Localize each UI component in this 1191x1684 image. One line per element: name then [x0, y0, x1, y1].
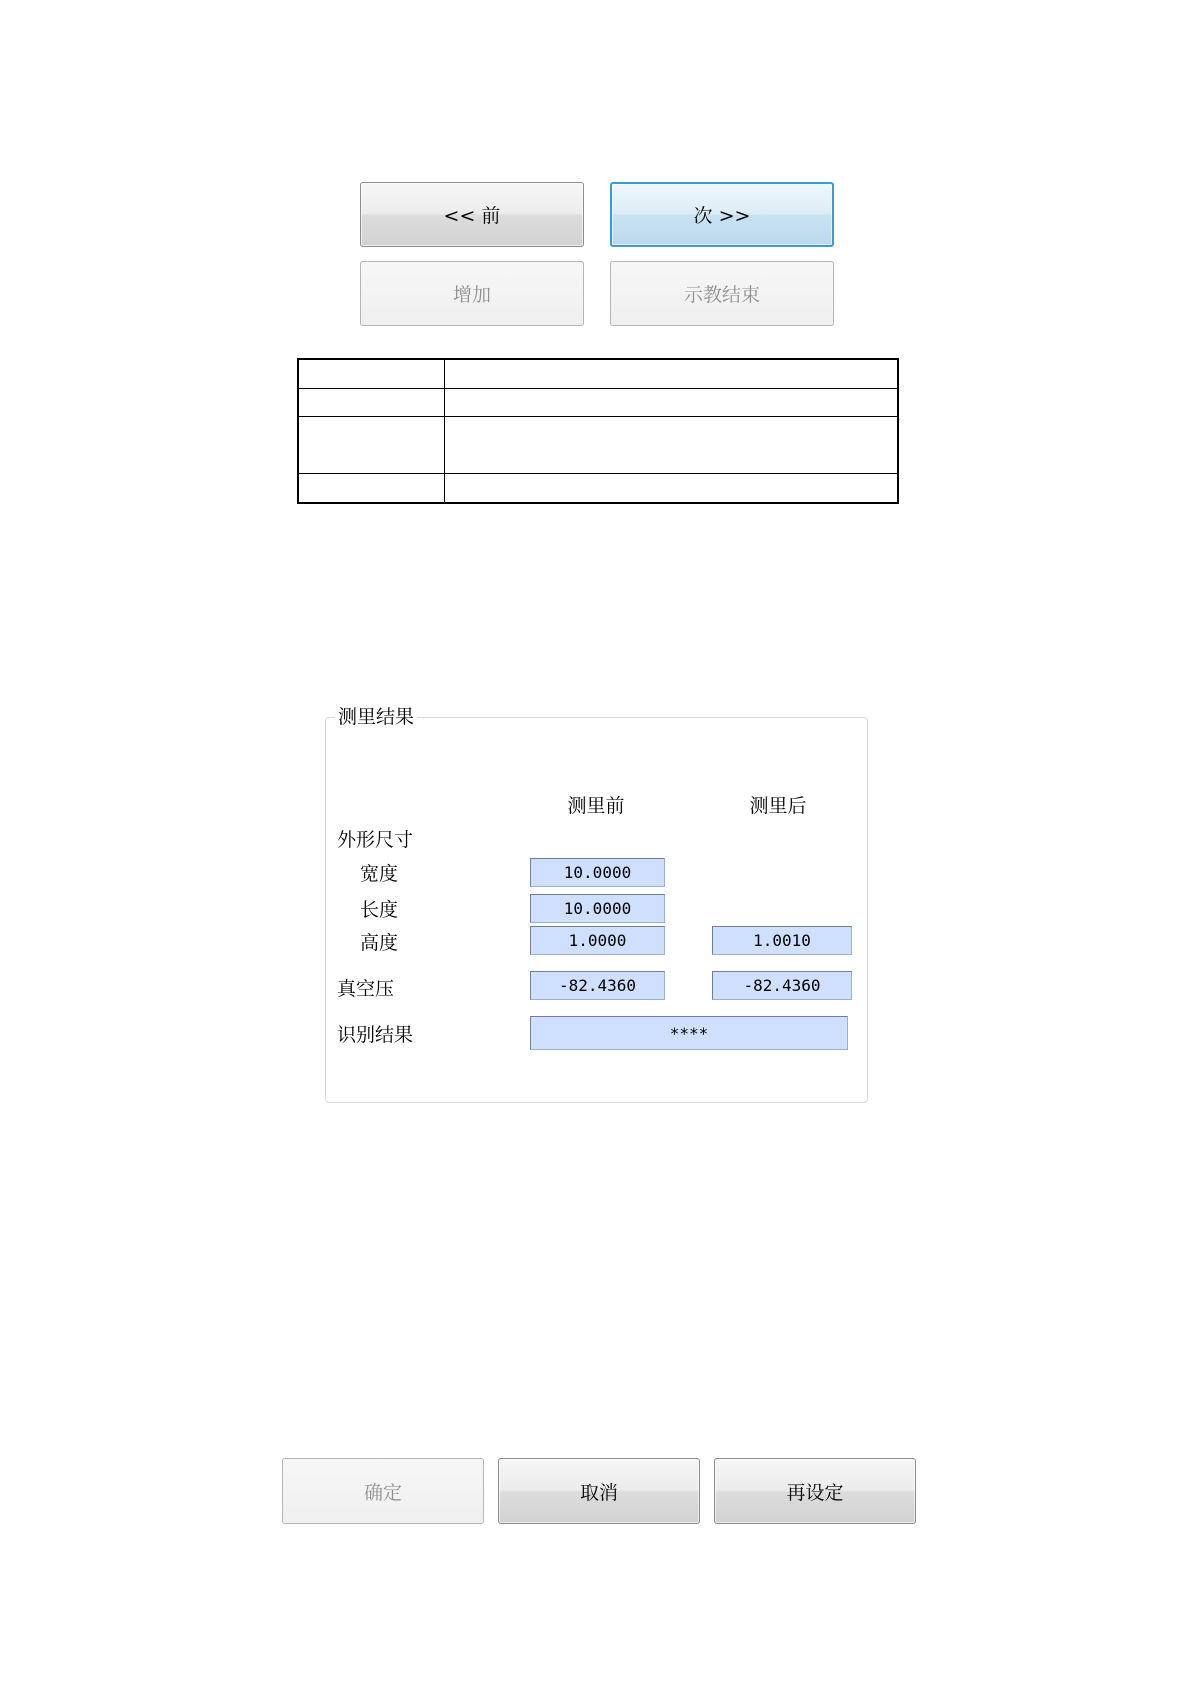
- column-header-after: 测里后: [749, 795, 807, 817]
- width-label: 宽度: [360, 863, 399, 885]
- table-cell: [298, 417, 445, 474]
- table-row: [298, 359, 898, 388]
- vacuum-label: 真空压: [337, 978, 395, 1000]
- width-before-field: 10.0000: [530, 858, 665, 887]
- height-before-field: 1.0000: [530, 926, 665, 955]
- next-button[interactable]: 次 >>: [610, 182, 834, 247]
- vacuum-before-field: -82.4360: [530, 971, 665, 1000]
- table-row: [298, 388, 898, 416]
- table-cell: [298, 359, 445, 388]
- finish-teaching-button[interactable]: 示教结束: [610, 261, 834, 326]
- prev-button[interactable]: << 前: [360, 182, 584, 247]
- table-cell: [445, 359, 899, 388]
- add-button[interactable]: 增加: [360, 261, 584, 326]
- measurement-result-title: 测里结果: [335, 704, 417, 730]
- table-row: [298, 474, 898, 503]
- height-after-field: 1.0010: [712, 926, 852, 955]
- length-label: 长度: [360, 899, 399, 921]
- recognition-result-field: ****: [530, 1016, 848, 1050]
- ok-button[interactable]: 确定: [282, 1458, 484, 1524]
- height-label: 高度: [360, 932, 399, 954]
- table-cell: [445, 417, 899, 474]
- table-cell: [298, 388, 445, 416]
- table-cell: [445, 474, 899, 503]
- recognition-result-label: 识别结果: [337, 1024, 414, 1046]
- vacuum-after-field: -82.4360: [712, 971, 852, 1000]
- reset-button[interactable]: 再设定: [714, 1458, 916, 1524]
- cancel-button[interactable]: 取消: [498, 1458, 700, 1524]
- table-row: [298, 417, 898, 474]
- table-cell: [445, 388, 899, 416]
- column-header-before: 测里前: [567, 795, 625, 817]
- outer-dimension-label: 外形尺寸: [337, 829, 414, 851]
- info-table: [297, 358, 899, 504]
- length-before-field: 10.0000: [530, 894, 665, 923]
- table-cell: [298, 474, 445, 503]
